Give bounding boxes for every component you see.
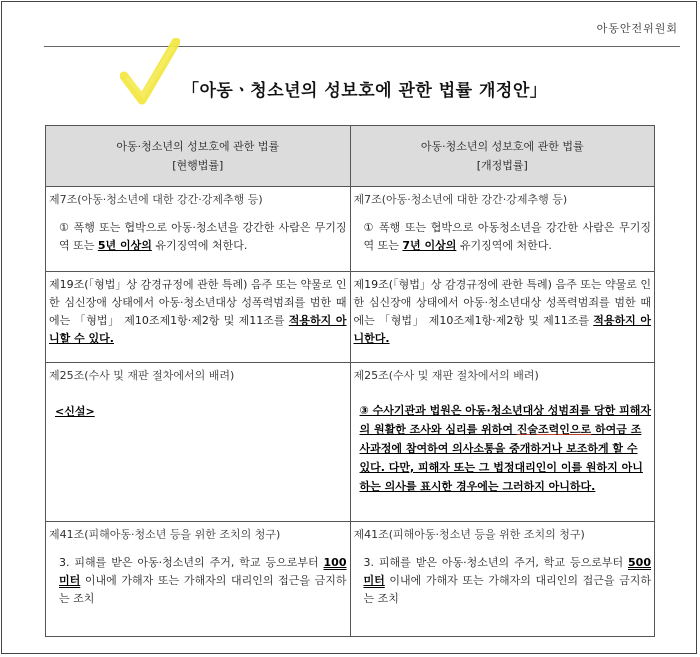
emphasized-change: 적용하지 아니한다. — [353, 314, 651, 345]
table-row — [46, 522, 655, 637]
emphasized-change: 7년 이상의 — [402, 239, 457, 252]
clause-text-part: 제19조(「형법」상 감경규정에 관한 특례) 음주 또는 약물로 인한 심신장애 상태에서 아동·청소년대상 성폭력범죄를 범한 때에는 「형법」 제10조제1항·제2항 및 제11조를 — [49, 278, 347, 327]
column-header-subtitle: [개정법률] — [476, 159, 528, 172]
comparison-table — [45, 125, 655, 637]
cell-amended — [350, 522, 655, 637]
cell-current — [46, 522, 351, 637]
new-provision-tag: <신설> — [55, 405, 95, 418]
clause-text-part: 이내에 가해자 또는 가해자의 대리인의 접근을 금지하는 조치 — [363, 574, 651, 605]
clause-text — [49, 554, 347, 608]
cell-current — [46, 272, 351, 363]
organization-name: 아동안전위원회 — [596, 22, 678, 35]
table-header-row — [46, 126, 655, 187]
emphasized-change: 100미터 — [59, 556, 347, 587]
clause-text-part: 유기징역에 처한다. — [456, 239, 552, 252]
article-heading: 제25조(수사 및 재판 절차에서의 배려) — [49, 369, 235, 382]
clause-text — [354, 219, 652, 255]
emphasized-change: 500미터 — [363, 556, 651, 587]
clause-text — [354, 276, 652, 348]
cell-amended — [350, 363, 655, 522]
article-heading: 제41조(피해아동·청소년 등을 위한 조치의 청구) — [353, 528, 585, 541]
clause-text-part: 3. 피해를 받은 아동·청소년의 주거, 학교 등으로부터 — [363, 556, 629, 569]
clause-text — [354, 554, 652, 608]
emphasized-change: 진술조력인으로 — [516, 423, 592, 436]
column-header-title: 아동·청소년의 성보호에 관한 법률 — [420, 140, 584, 153]
column-header-amended — [350, 126, 655, 187]
clause-text-part: ① 폭행 또는 협박으로 아동·청소년을 강간한 사람은 무기징역 또는 — [59, 221, 347, 252]
table-row — [46, 272, 655, 363]
page-title: 「아동ㆍ청소년의 성보호에 관한 법률 개정안」 — [182, 81, 548, 101]
clause-text-part: 이내에 가해자 또는 가해자의 대리인의 접근을 금지하는 조치 — [59, 574, 347, 605]
cell-amended — [350, 187, 655, 272]
article-heading: 제7조(아동·청소년에 대한 강간·강제추행 등) — [353, 193, 568, 206]
emphasized-change: 적용하지 아니할 수 있다. — [49, 314, 347, 345]
clause-text-part: 하여금 조사과정에 참여하여 의사소통을 중개하거나 보조하게 할 수 있다. 다만, 피해자 또는 그 법정대리인이 이를 원하지 아니하는 의사를 표시한 경우에는 그러하지 아니하다. — [359, 423, 643, 493]
cell-current — [46, 187, 351, 272]
cell-amended — [350, 272, 655, 363]
column-header-title: 아동·청소년의 성보호에 관한 법률 — [116, 140, 280, 153]
article-heading: 제25조(수사 및 재판 절차에서의 배려) — [353, 369, 539, 382]
cell-current — [46, 363, 351, 522]
clause-text — [49, 276, 347, 348]
clause-text-part: ① 폭행 또는 협박으로 아동청소년을 강간한 사람은 무기징역 또는 — [363, 221, 651, 252]
clause-text-part: ③ 수사기관과 법원은 아동·청소년대상 성범죄를 당한 피해자의 원활한 조사와 심리를 위하여 — [359, 404, 651, 436]
new-clause-text — [354, 401, 652, 496]
table-row — [46, 187, 655, 272]
column-header-subtitle: [현행법률] — [172, 159, 224, 172]
article-heading: 제41조(피해아동·청소년 등을 위한 조치의 청구) — [49, 528, 281, 541]
checkmark-icon — [120, 38, 180, 108]
clause-text-part: 유기징역에 처한다. — [151, 239, 248, 252]
article-heading: 제7조(아동·청소년에 대한 강간·강제추행 등) — [49, 193, 263, 206]
column-header-current — [46, 126, 351, 187]
clause-text-part: 3. 피해를 받은 아동·청소년의 주거, 학교 등으로부터 — [59, 556, 324, 569]
table-row — [46, 363, 655, 522]
clause-text-part: 제19조(「형법」상 감경규정에 관한 특례) 음주 또는 약물로 인한 심신장애 상태에서 아동·청소년대상 성폭력범죄를 범한 때에는 「형법」 제10조제1항·제2항 및 제11조를 — [353, 278, 651, 327]
clause-text — [49, 219, 347, 255]
emphasized-change: 5년 이상의 — [97, 239, 152, 252]
